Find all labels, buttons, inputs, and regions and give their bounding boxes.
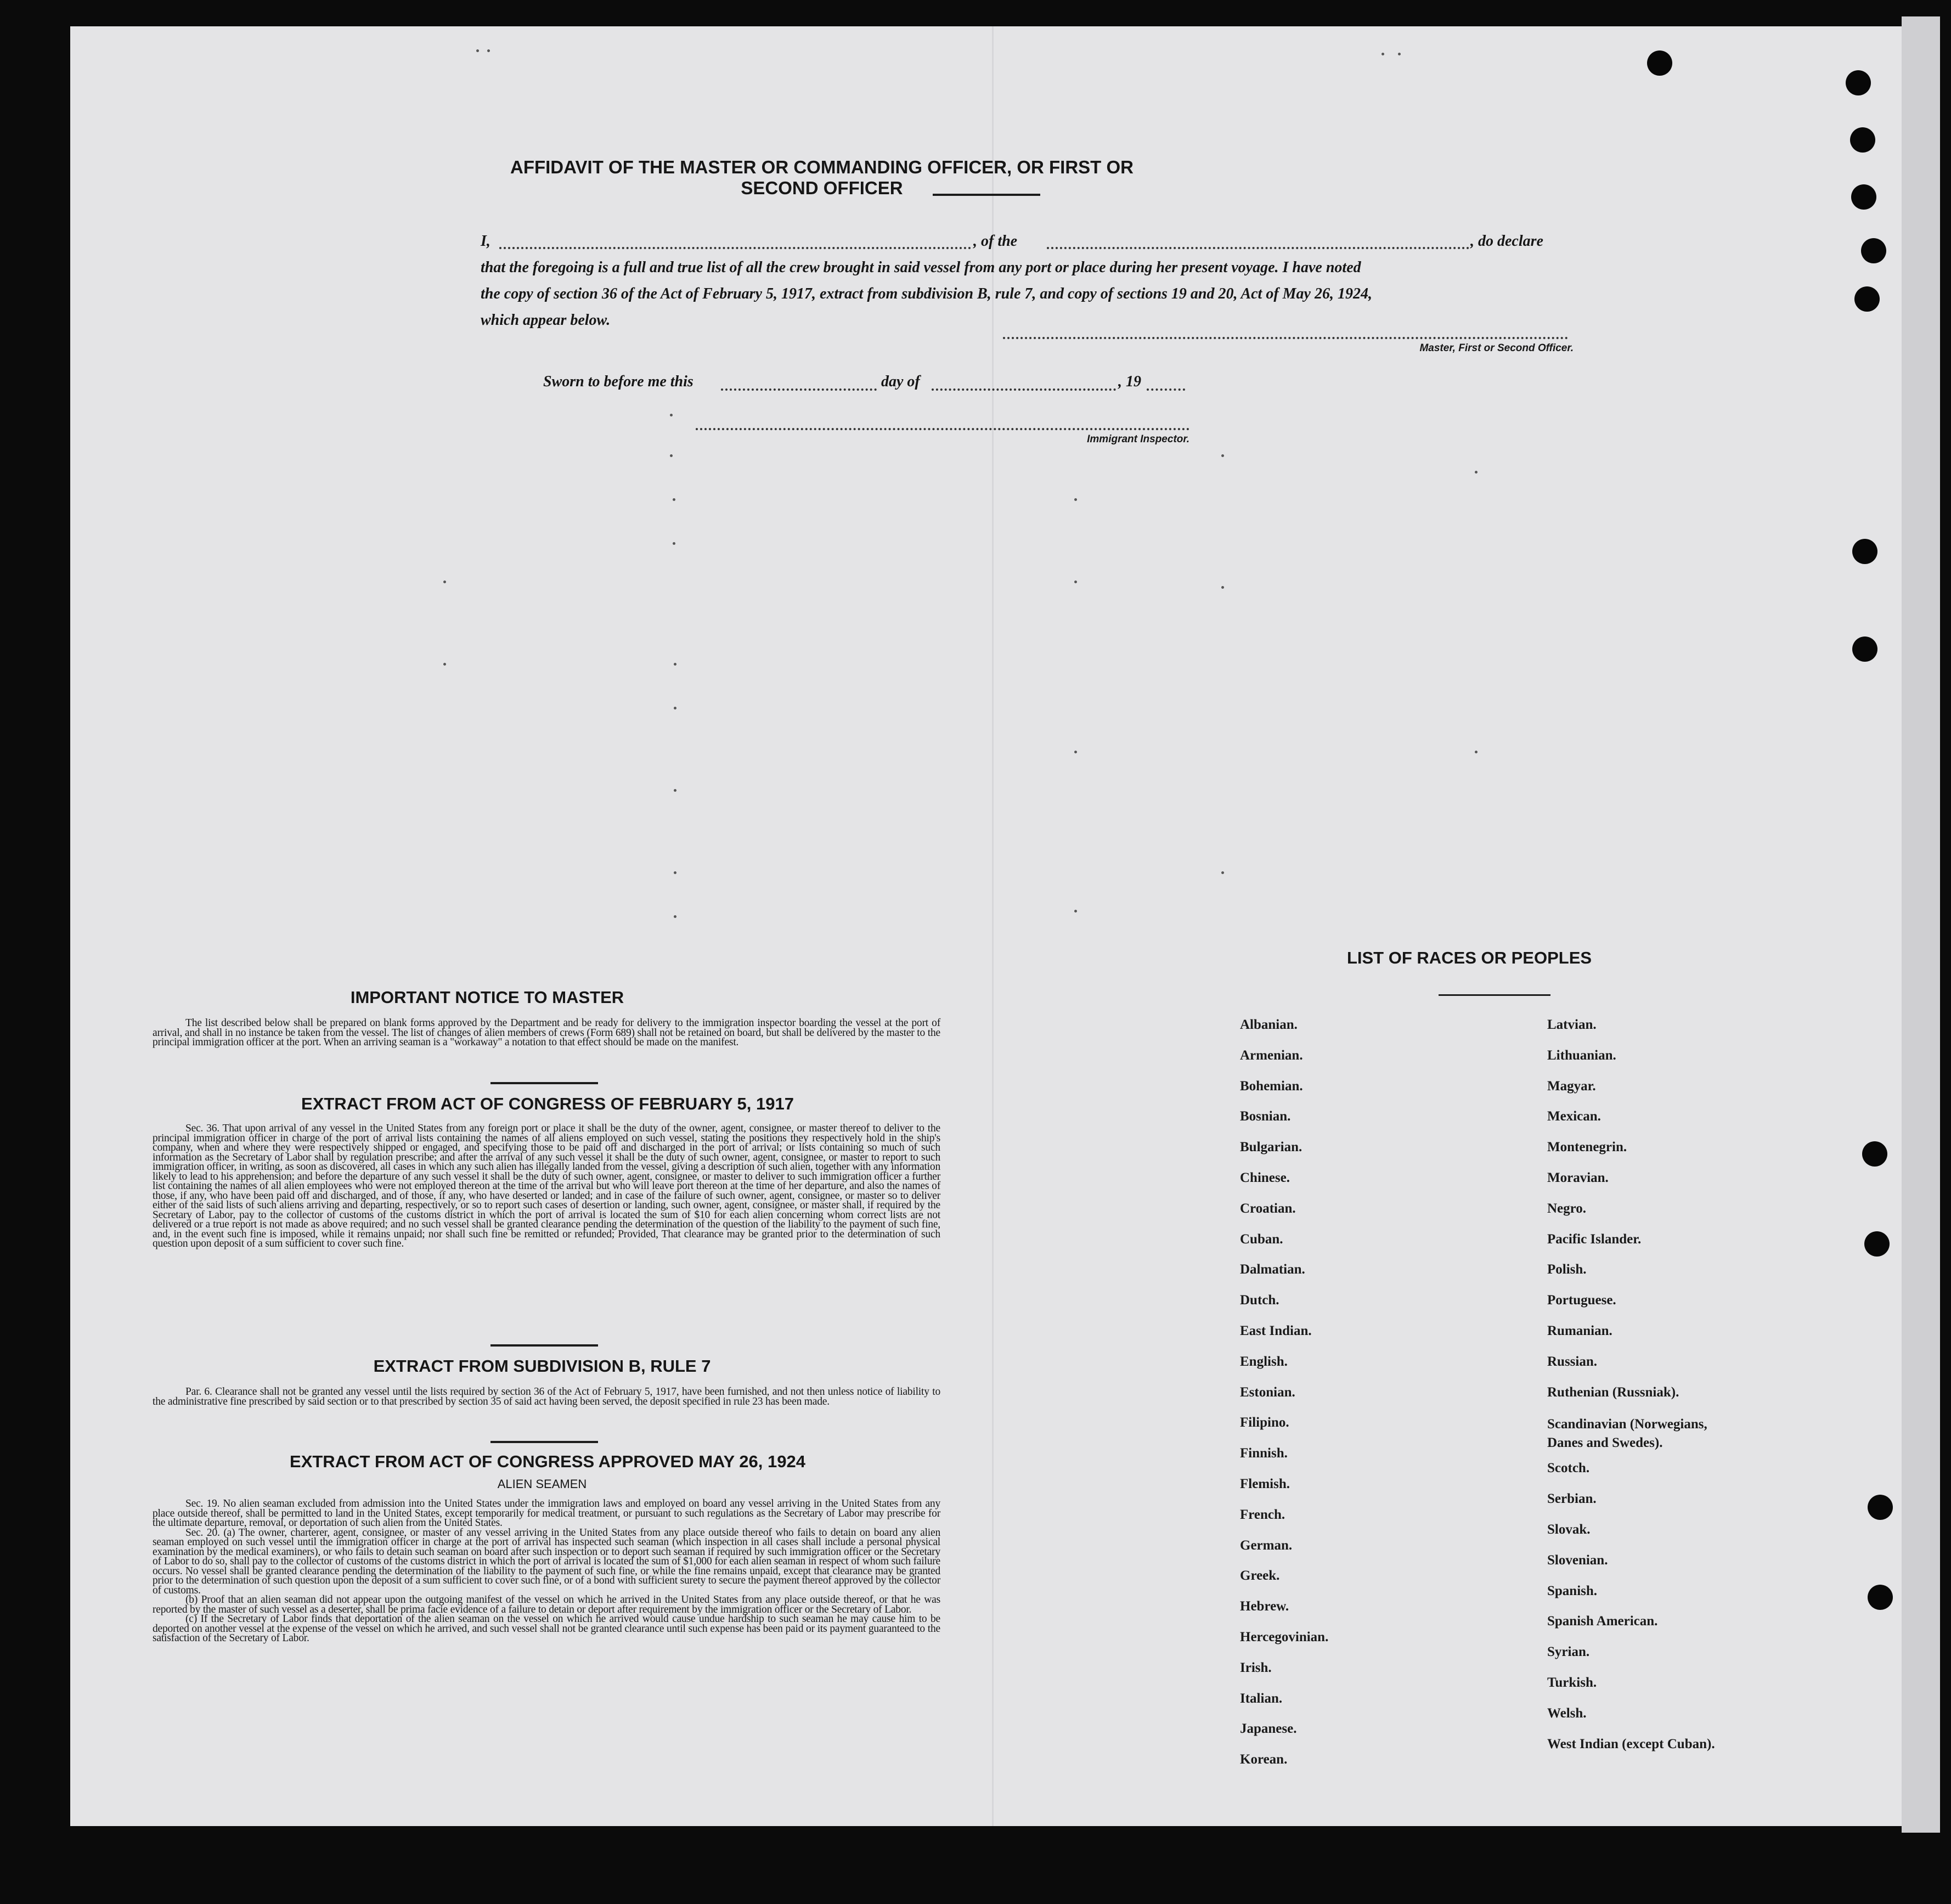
race-item: Hercegovinian.: [1240, 1630, 1329, 1644]
alien-seamen-subtitle: ALIEN SEAMEN: [497, 1477, 587, 1491]
scan-speck: [443, 581, 446, 583]
race-item: Lithuanian.: [1547, 1047, 1616, 1063]
race-item: English.: [1240, 1354, 1288, 1369]
rule7-text: Par. 6. Clearance shall not be granted any vessel until the lists required by section 36 of the Act of February 5, 1917, have been furnished, and not then unless notice of liability to the administrative fine prescribed by said section or to that prescribed by section 35 of said act having been served, the deposit specified in rule 23 has been made.: [153, 1386, 940, 1407]
race-item: Japanese.: [1240, 1721, 1297, 1737]
race-item: Estonian.: [1240, 1384, 1295, 1400]
race-item: French.: [1240, 1507, 1285, 1522]
race-item: Albanian.: [1240, 1017, 1298, 1032]
year-label: , 19: [1118, 373, 1141, 390]
scan-speck: [674, 915, 676, 918]
i-prefix: I,: [481, 233, 490, 250]
race-item: Turkish.: [1547, 1675, 1597, 1690]
month-dotted-line: [932, 388, 1116, 391]
of-the-label: , of the: [973, 233, 1018, 250]
race-item: Syrian.: [1547, 1644, 1590, 1660]
sworn-label: Sworn to before me this: [543, 373, 693, 390]
rule-rule7: [490, 1344, 598, 1347]
race-item: Russian.: [1547, 1354, 1598, 1369]
race-item: Portuguese.: [1547, 1293, 1616, 1308]
race-item: Scandinavian (Norwegians, Danes and Swedes).: [1547, 1417, 1707, 1451]
race-item: Montenegrin.: [1547, 1140, 1627, 1155]
race-item: Dalmatian.: [1240, 1262, 1305, 1277]
race-item: Slovak.: [1547, 1522, 1591, 1537]
scan-speck: [487, 49, 490, 52]
declaration-line-3: the copy of section 36 of the Act of February 5, 1917, extract from subdivision B, rule 7, and copy of sections 19 and 20, Act of May 26, 1924,: [481, 285, 1372, 302]
race-item: Polish.: [1547, 1262, 1587, 1277]
punch-hole: [1868, 1495, 1893, 1520]
race-item: Croatian.: [1240, 1201, 1296, 1216]
race-item: Serbian.: [1547, 1491, 1597, 1507]
scan-speck: [674, 871, 676, 874]
race-item: Italian.: [1240, 1691, 1283, 1706]
race-item: Filipino.: [1240, 1415, 1289, 1430]
race-item: Mexican.: [1547, 1109, 1601, 1124]
scan-speck: [1074, 751, 1077, 753]
extract-1917-title: EXTRACT FROM ACT OF CONGRESS OF FEBRUARY 5, 1917: [301, 1094, 794, 1113]
scan-speck: [673, 498, 675, 501]
scan-speck: [674, 663, 676, 666]
scan-speck: [674, 707, 676, 709]
race-item: Korean.: [1240, 1752, 1288, 1767]
scan-speck: [1475, 751, 1478, 753]
notice-title: IMPORTANT NOTICE TO MASTER: [350, 988, 624, 1007]
punch-hole: [1851, 184, 1876, 210]
race-item: Dutch.: [1240, 1293, 1279, 1308]
race-item: Scotch.: [1547, 1461, 1590, 1476]
name-dotted-line: [499, 247, 971, 249]
punch-hole: [1868, 1585, 1893, 1610]
punch-hole: [1864, 1231, 1890, 1257]
races-rule: [1439, 994, 1550, 996]
race-item: Hebrew.: [1240, 1599, 1289, 1614]
race-item: Rumanian.: [1547, 1323, 1612, 1338]
punch-hole: [1846, 70, 1871, 95]
race-item: Flemish.: [1240, 1477, 1290, 1491]
affidavit-title: AFFIDAVIT OF THE MASTER OR COMMANDING OFFICER, OR FIRST OR SECOND OFFICER: [510, 157, 1134, 198]
do-declare-label: , do declare: [1470, 233, 1543, 250]
rule-1924: [490, 1441, 598, 1443]
day-of-label: day of: [881, 373, 920, 390]
declaration-line-2: that the foregoing is a full and true list of all the crew brought in said vessel from any port or place during her present voyage. I have noted: [481, 259, 1361, 276]
race-item: West Indian (except Cuban).: [1547, 1736, 1715, 1751]
punch-hole: [1862, 1141, 1887, 1167]
race-item: Latvian.: [1547, 1017, 1597, 1032]
signature-dotted-line: [1003, 337, 1568, 339]
race-item: Armenian.: [1240, 1047, 1303, 1063]
scan-speck: [476, 49, 479, 52]
scan-speck: [1221, 871, 1224, 874]
race-item: Chinese.: [1240, 1170, 1290, 1185]
scan-speck: [1074, 581, 1077, 583]
race-item: Irish.: [1240, 1660, 1272, 1675]
title-rule: [933, 194, 1040, 196]
races-title: LIST OF RACES OR PEOPLES: [1346, 948, 1592, 967]
punch-hole: [1850, 127, 1875, 153]
scan-speck: [1221, 586, 1224, 589]
punch-hole: [1861, 238, 1886, 263]
punch-hole: [1852, 539, 1877, 564]
vessel-dotted-line: [1047, 247, 1469, 249]
race-item: German.: [1240, 1537, 1293, 1553]
scan-speck: [674, 789, 676, 792]
race-item: Magyar.: [1547, 1078, 1596, 1094]
inspector-dotted-line: [696, 428, 1189, 430]
race-item: Ruthenian (Russniak).: [1547, 1384, 1679, 1400]
race-item: Welsh.: [1547, 1705, 1587, 1721]
race-item: Bulgarian.: [1240, 1140, 1302, 1155]
race-item: Greek.: [1240, 1568, 1280, 1584]
extract-1924-title: EXTRACT FROM ACT OF CONGRESS APPROVED MAY 26, 1924: [290, 1452, 805, 1471]
punch-hole: [1852, 636, 1877, 662]
race-item: Spanish American.: [1547, 1614, 1658, 1629]
year-dotted-line: [1147, 388, 1185, 391]
race-item: Spanish.: [1547, 1583, 1598, 1598]
extract-1924-text: Sec. 19. No alien seaman excluded from admission into the United States under the immigration laws and employed on board any vessel arriving in the United States from any place outside thereof, shall be permitted to land in the United States, except temporarily for medical treatment, or pursuant to such regulations as the Secretary of Labor may prescribe for the ultimate departure, removal, or deportation of such alien from the United States. Sec. 20. (a) The owner, charterer, agent, consignee, or master of any vessel arriving in the United States from any place outside thereof who fails to detain on board any alien seaman employed on such vessel until the immigration officer in charge at the port of arrival has inspected such seaman (which inspection in all cases shall include a personal physical examination by the medical examiners), or who fails to detain such seaman on board after such inspection or to deport such seaman if required by such immigration officer or the Secretary of Labor to do so, shall pay to the collector of customs of the customs district in which the port of arrival is located the sum of $1,000 for each alien seaman in respect of whom such failure occurs. No vessel shall be granted clearance pending the determination of the liability to the payment of such fine, or while the fine remains unpaid, except that clearance may be granted prior to the determination of such question upon the deposit of a sum sufficient to cover such fine, or of a bond with sufficient surety to secure the payment thereof approved by the collector of customs. (b) Proof that an alien seaman did not appear upon the outgoing manifest of the vessel on which he arrived in the United States from any place outside thereof, or that he was reported by the master of such vessel as a deserter, shall be prima facie evidence of a failure to detain or deport after requirement by the immigration officer or the Secretary of Labor. (c) If the Secretary of Labor finds that deportation of the alien seaman on the vessel on which he arrived would cause undue hardship to such seaman he may cause him to be deported on another vessel at the expense of the vessel on which he arrived, and such vessel shall not be granted clearance until such expense has been paid or its payment guaranteed to the satisfaction of the Secretary of Labor.: [153, 1498, 940, 1644]
signature-caption: Master, First or Second Officer.: [1419, 342, 1574, 354]
extract-1917-text: Sec. 36. That upon arrival of any vessel in the United States from any foreign port or place it shall be the duty of the owner, agent, consignee, or master thereof to deliver to the principal immigration officer in charge of the port of arrival lists containing the names of all aliens employed on such vessel, stating the positions they respectively hold in the ship's company, when and where they were respectively shipped or engaged, and specifying those to be paid off and discharged in the port of arrival; or lists containing so much of such information as the Secretary of Labor shall by regulation prescribe; and after the arrival of any such vessel it shall be the duty of such owner, agent, consignee, or master to report to such immigration officer, in writing, as soon as discovered, all cases in which any such alien has illegally landed from the vessel, giving a description of such alien, together with any information likely to lead to his apprehension; and before the departure of any such vessel it shall be the duty of such owner, agent, consignee, or master to deliver to such immigration officer a further list containing the names of all alien employees who were not employed thereon at the time of the arrival but who will leave port thereon at the time of her departure, and also the names of those, if any, who have been paid off and discharged, and of those, if any, who have deserted or landed; and in case of the failure of such owner, agent, consignee, or master so to deliver either of the said lists of such aliens arriving and departing, respectively, or so to report such cases of desertion or landing, such owner, agent, consignee, or master shall, if required by the Secretary of Labor, pay to the collector of customs of the customs district in which the port of arrival is located the sum of $10 for each alien concerning whom correct lists are not delivered or a true report is not made as above required; and no such vessel shall be granted clearance pending the determination of the question of the liability to the payment of such fine, and, in the event such fine is imposed, while it remains unpaid; nor shall such fine be remitted or refunded; Provided, That clearance may be granted prior to the determination of such question upon deposit of a sum sufficient to cover such fine.: [153, 1123, 940, 1249]
notice-text: The list described below shall be prepared on blank forms approved by the Department and be ready for delivery to the immigration inspector boarding the vessel at the port of arrival, and shall in no instance be taken from the vessel. The list of changes of alien members of crews (Form 689) shall not be retained on board, but shall be delivered by the master to the principal immigration officer at the port. When an arriving seaman is a "workaway" a notation to that effect should be made on the manifest.: [153, 1017, 940, 1048]
scan-speck: [443, 663, 446, 666]
rule7-title: EXTRACT FROM SUBDIVISION B, RULE 7: [373, 1356, 711, 1376]
punch-hole: [1647, 50, 1672, 76]
form-page: [70, 26, 1902, 1826]
race-item: Negro.: [1547, 1201, 1587, 1216]
race-item: Cuban.: [1240, 1231, 1283, 1247]
scan-speck: [670, 454, 673, 457]
race-item: Moravian.: [1547, 1170, 1609, 1185]
punch-hole: [1854, 286, 1880, 312]
scan-speck: [673, 542, 675, 545]
race-item: Bosnian.: [1240, 1109, 1291, 1124]
scan-speck: [670, 414, 673, 416]
scan-speck: [1475, 471, 1478, 474]
declaration-line-4: which appear below.: [481, 312, 611, 329]
race-item: Finnish.: [1240, 1446, 1288, 1461]
scan-speck: [1398, 53, 1401, 55]
scan-speck: [1074, 498, 1077, 501]
scan-speck: [1382, 53, 1384, 55]
race-item: East Indian.: [1240, 1323, 1312, 1338]
inspector-caption: Immigrant Inspector.: [1087, 433, 1189, 445]
race-item: Slovenian.: [1547, 1552, 1608, 1568]
rule-1917: [490, 1082, 598, 1084]
race-item: Bohemian.: [1240, 1078, 1303, 1094]
race-item: Pacific Islander.: [1547, 1231, 1642, 1247]
sworn-day-dotted-line: [721, 388, 877, 391]
attached-sheet-edge: [1902, 16, 1940, 1833]
scan-speck: [1074, 910, 1077, 912]
scan-speck: [1221, 454, 1224, 457]
